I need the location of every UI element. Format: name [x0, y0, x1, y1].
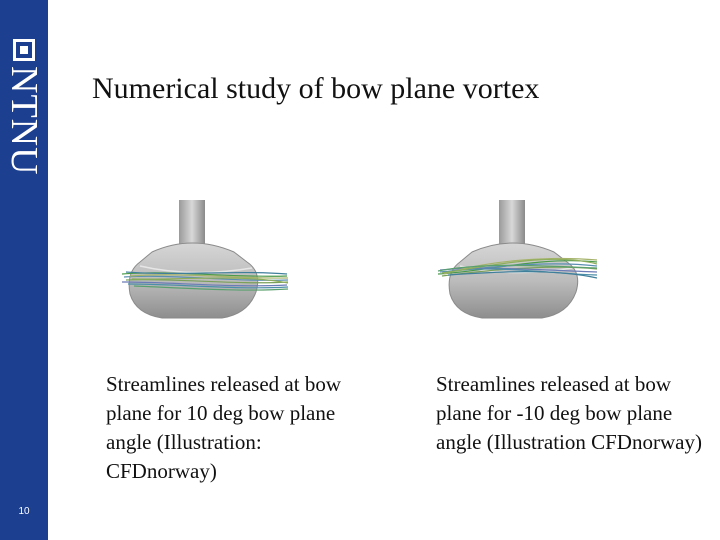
- streamline-figure-left: [112, 190, 312, 330]
- streamline-figure-right: [432, 190, 632, 330]
- sail-tower: [499, 200, 525, 248]
- slide-title: Numerical study of bow plane vortex: [92, 72, 540, 105]
- ntnu-logo-band: [0, 0, 48, 540]
- sidebar: [0, 0, 48, 540]
- hull-body: [449, 243, 578, 318]
- sail-tower: [179, 200, 205, 248]
- ntnu-logo-text: NTNU: [3, 66, 45, 176]
- figure-caption-left: Streamlines released at bow plane for 10 deg bow plane angle (Illustration: CFDnorway): [106, 372, 341, 483]
- ntnu-square-icon: [13, 39, 35, 61]
- page-number: 10: [18, 506, 30, 517]
- figure-caption-right: Streamlines released at bow plane for -10 deg bow plane angle (Illustration CFDnorway): [436, 372, 702, 454]
